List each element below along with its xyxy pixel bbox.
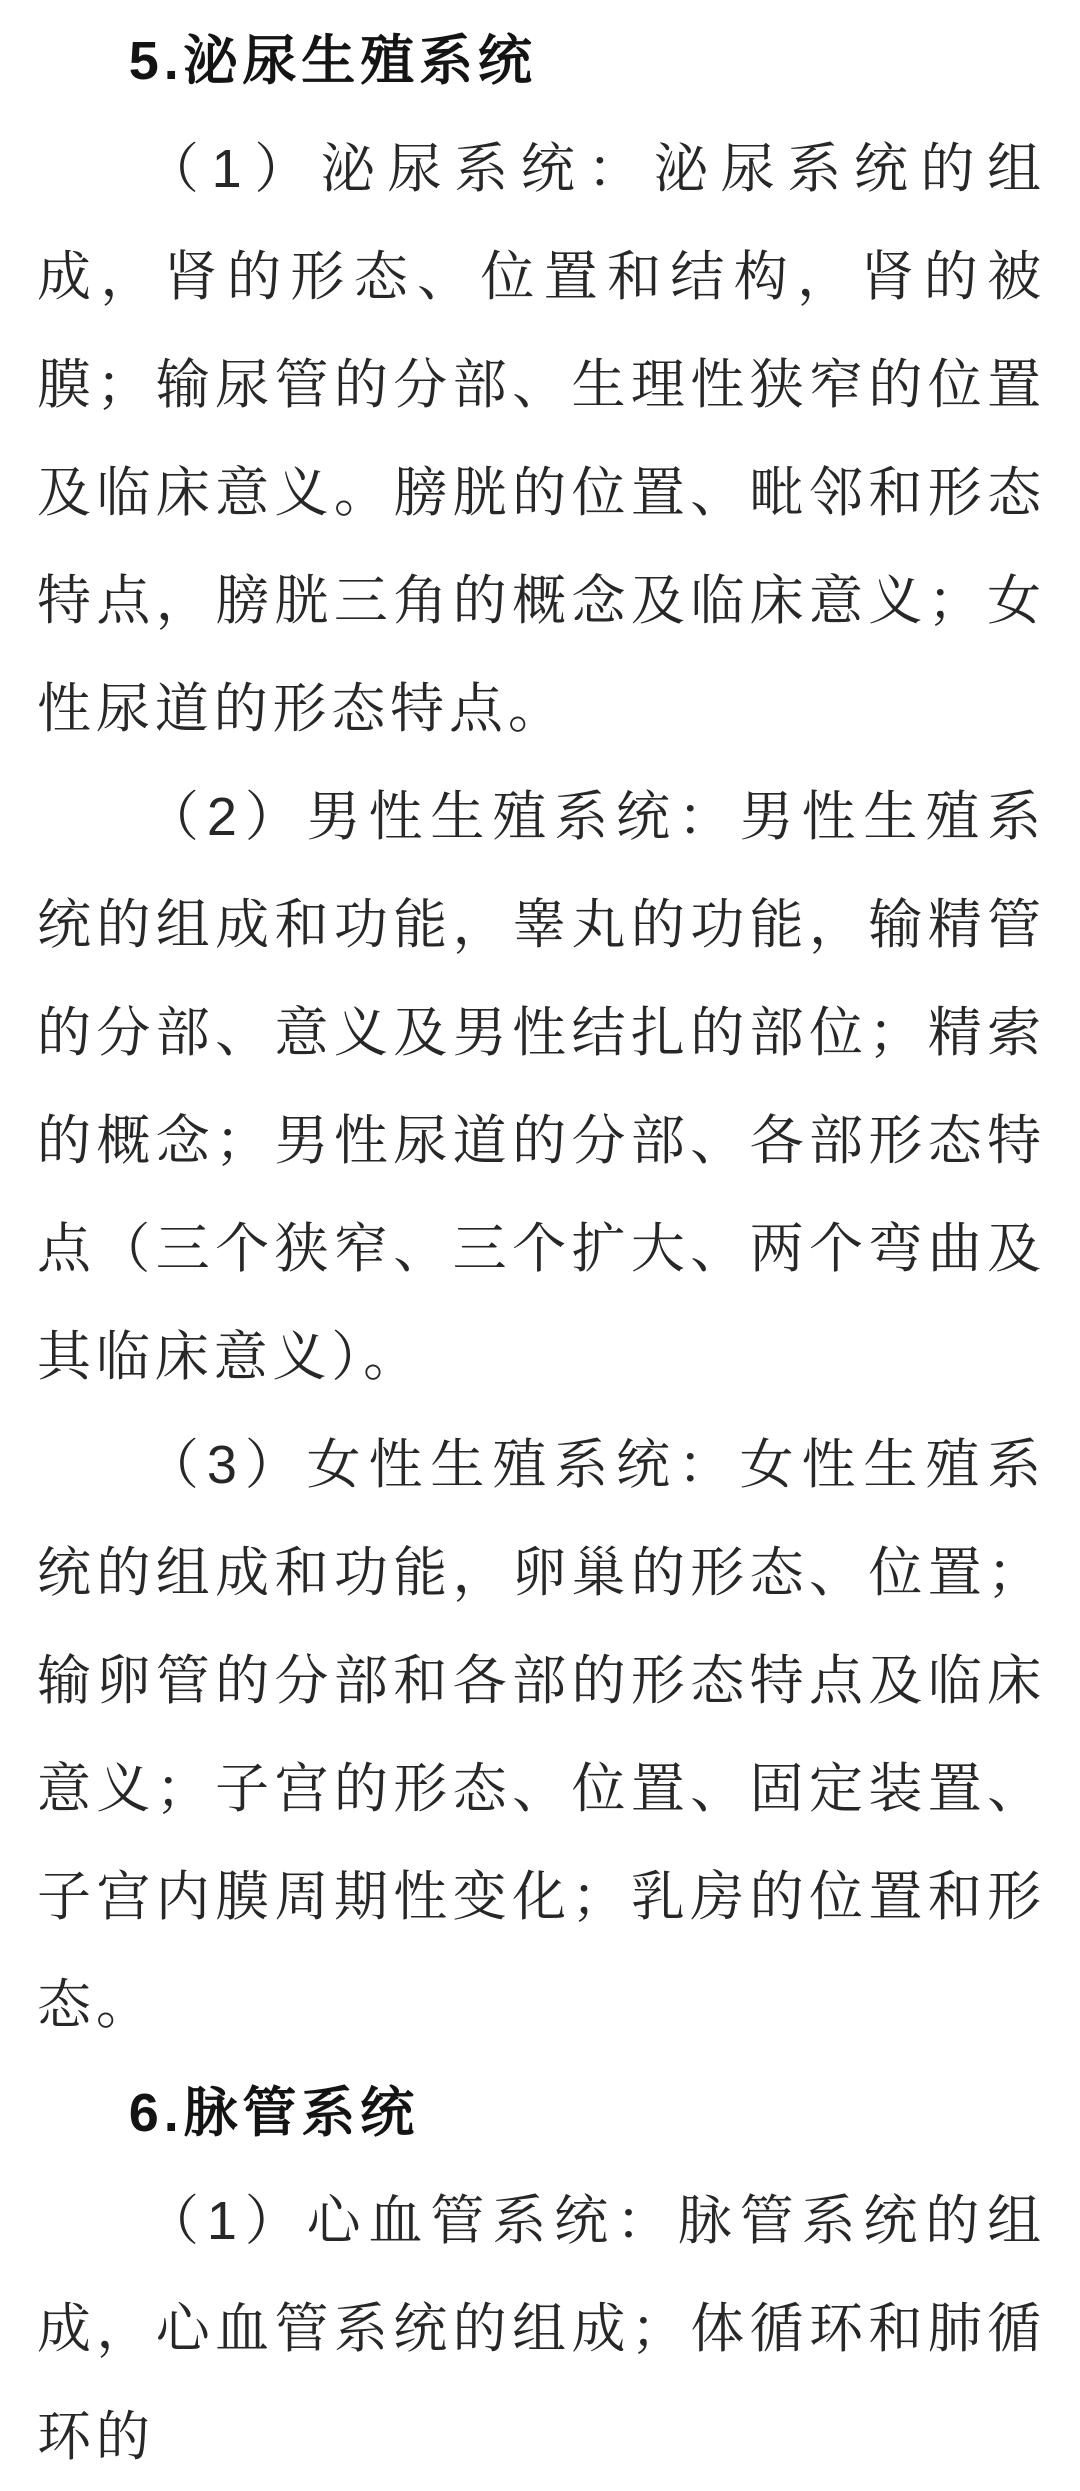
- section-heading-urogenital: 5.泌尿生殖系统: [128, 31, 537, 91]
- paragraph-female-reproductive-system: （3）女性生殖系统：女性生殖系统的组成和功能，卵巢的形态、位置；输卵管的分部和各部的形态特点及临床意义；子宫的形态、位置、固定装置、子宫内膜周期性变化；乳房的位置和形态。: [37, 1435, 1046, 2035]
- section-heading-vascular: 6.脉管系统: [128, 2083, 419, 2143]
- paragraph-urinary-system: （1）泌尿系统：泌尿系统的组成，肾的形态、位置和结构，肾的被膜；输尿管的分部、生理性狭窄的位置及临床意义。膀胱的位置、毗邻和形态特点，膀胱三角的概念及临床意义；女性尿道的形态特点。: [37, 139, 1046, 739]
- paragraph-cardiovascular-system: （1）心血管系统：脉管系统的组成，心血管系统的组成；体循环和肺循环的: [37, 2191, 1046, 2467]
- paragraph-male-reproductive-system: （2）男性生殖系统：男性生殖系统的组成和功能，睾丸的功能，输精管的分部、意义及男性结扎的部位；精索的概念；男性尿道的分部、各部形态特点（三个狭窄、三个扩大、两个弯曲及其临床意义）。: [37, 787, 1046, 1387]
